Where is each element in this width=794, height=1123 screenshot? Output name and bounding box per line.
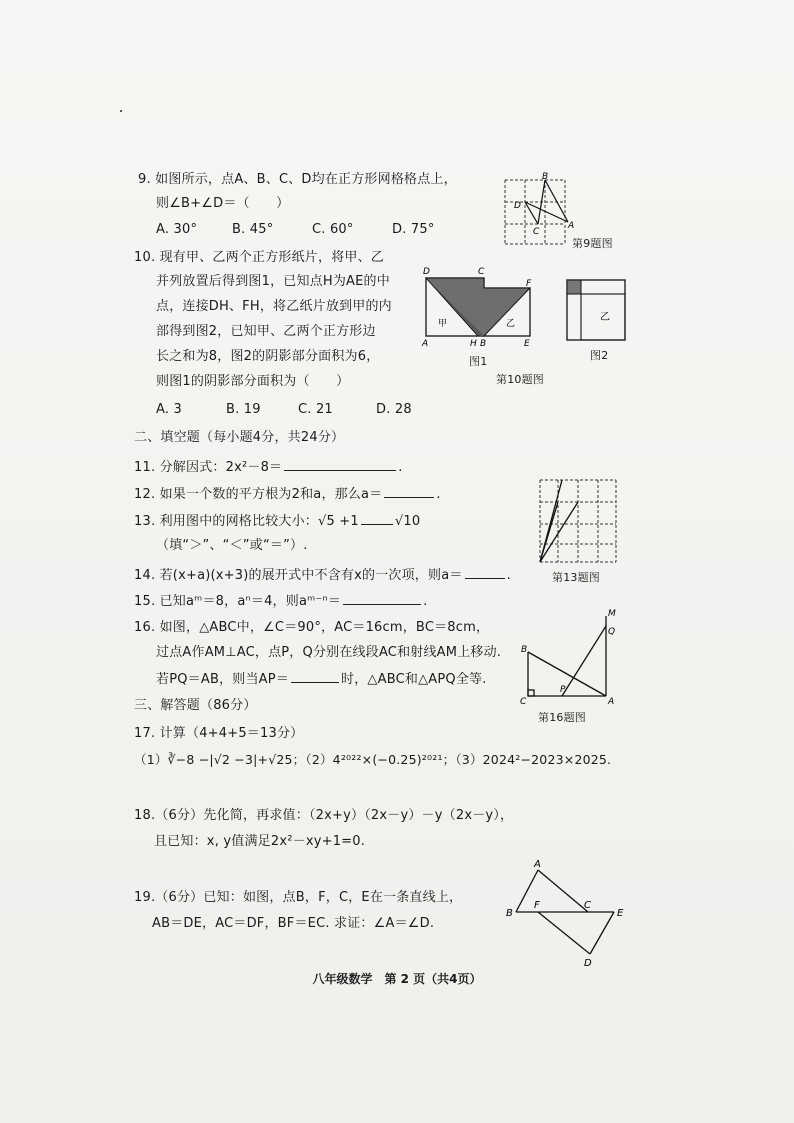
section3-title: 三、解答题（86分） (134, 698, 257, 713)
q16-label-c: C (520, 697, 527, 707)
q10-line4: 部得到图2，已知甲、乙两个正方形边 (156, 324, 376, 339)
q19-triangles-svg (504, 856, 634, 968)
q10-label-b: B (480, 339, 487, 349)
q19-label-a: A (534, 859, 541, 870)
q11-end: . (398, 460, 403, 475)
q9-label-d: D (514, 201, 521, 211)
q13-end: √10 (394, 514, 421, 529)
q18-line1: 18.（6分）先化简，再求值：（2x+y）（2x－y）－y（2x－y）， (134, 808, 514, 823)
q11-text: 11. 分解因式：2x²－8＝ (134, 460, 283, 475)
q10-figure1 (420, 264, 540, 358)
q16-label-b: B (521, 645, 528, 655)
q9-fig-caption: 第9题图 (572, 237, 613, 250)
q10-label-e: E (524, 339, 530, 349)
q13-figure (536, 476, 626, 572)
q10-fig2-label-yi: 乙 (600, 312, 610, 323)
q16-fig-caption: 第16题图 (538, 711, 586, 724)
q16-label-a: A (608, 697, 615, 707)
q16-text-a: 若PQ＝AB，则当AP＝ (156, 672, 290, 687)
q16-answer-blank (291, 668, 339, 683)
q15-end: . (423, 594, 428, 609)
q9-label-c: C (533, 227, 540, 237)
q14-end: . (506, 568, 511, 583)
q16-label-q: Q (608, 627, 616, 637)
q15-text: 15. 已知aᵐ＝8，aⁿ＝4，则aᵐ⁻ⁿ＝ (134, 594, 342, 609)
q13-answer-blank (361, 510, 393, 525)
q16-triangle-svg (518, 608, 618, 708)
q9-label-a: A (568, 221, 575, 231)
q10-fig1-svg (420, 264, 540, 354)
q10-option-d: D. 28 (376, 402, 412, 417)
q11 (134, 456, 403, 478)
q10-label-jia: 甲 (438, 319, 448, 329)
q15 (134, 590, 427, 612)
q16-figure (518, 608, 618, 712)
q9-option-c: C. 60° (312, 222, 354, 237)
q16-label-m: M (608, 609, 616, 619)
q16-line2: 过点A作AM⊥AC，点P，Q分别在线段AC和射线AM上移动. (156, 645, 502, 660)
q10-fig1-caption: 图1 (469, 355, 488, 368)
q10-label-h: H (470, 339, 477, 349)
q10-options (156, 400, 412, 420)
q16-line1: 16. 如图，△ABC中，∠C＝90°，AC＝16cm，BC＝8cm， (134, 620, 490, 635)
q10-figure2 (564, 276, 630, 350)
q19-label-b: B (506, 908, 513, 919)
q10-label-f: F (526, 279, 532, 289)
q17-items: （1）∛−8 −|√2 −3|+√25；（2）4²⁰²²×(−0.25)²⁰²¹；（3）2024²−2023×2025. (134, 752, 612, 767)
q16-line3 (156, 668, 487, 690)
page-footer: 八年级数学 第 2 页（共4页） (312, 972, 482, 986)
q19-label-e: E (617, 908, 624, 919)
q10-option-c: C. 21 (298, 402, 333, 417)
q12 (134, 483, 441, 505)
q19-line1: 19.（6分）已知：如图，点B，F，C，E在一条直线上， (134, 890, 463, 905)
q14-answer-blank (465, 564, 505, 579)
q9-option-a: A. 30° (156, 222, 198, 237)
q12-answer-blank (384, 483, 434, 498)
q12-text: 12. 如果一个数的平方根为2和a，那么a＝ (134, 487, 383, 502)
q19-line2: AB＝DE，AC＝DF，BF＝EC. 求证：∠A＝∠D. (152, 916, 435, 931)
q10-label-a: A (422, 339, 429, 349)
q10-option-b: B. 19 (226, 402, 261, 417)
q14 (134, 564, 511, 586)
q10-label-c: C (478, 267, 485, 277)
q13-text: 13. 利用图中的网格比较大小：√5 +1 (134, 514, 359, 529)
q19-label-f: F (534, 900, 540, 911)
q10-fig-caption: 第10题图 (496, 373, 544, 386)
q9-option-b: B. 45° (232, 222, 274, 237)
q9-option-d: D. 75° (392, 222, 435, 237)
q19-figure (504, 856, 634, 972)
q17-title: 17. 计算（4+4+5＝13分） (134, 726, 304, 741)
q15-answer-blank (343, 590, 421, 605)
q10-fig2-svg (564, 276, 630, 346)
q14-text: 14. 若(x+a)(x+3)的展开式中不含有x的一次项，则a＝ (134, 568, 463, 583)
q13-fig-caption: 第13题图 (552, 571, 600, 584)
q16-text-b: 时，△ABC和△APQ全等. (341, 672, 487, 687)
q9-label-b: B (542, 172, 549, 182)
q13-line2: （填“＞”、“＜”或“＝”）. (156, 538, 308, 553)
q10-line2: 并列放置后得到图1，已知点H为AE的中 (156, 274, 390, 289)
q13-grid-svg (536, 476, 626, 568)
q10-fig2-caption: 图2 (590, 349, 609, 362)
q10-label-d: D (423, 267, 430, 277)
q9-line1: 9. 如图所示，点A、B、C、D均在正方形网格格点上， (138, 172, 457, 187)
q9-line2: 则∠B+∠D＝（ ） (156, 196, 290, 211)
speck (120, 110, 122, 112)
q16-label-p: P (560, 685, 566, 695)
q10-line5: 长之和为8，图2的阴影部分面积为6， (156, 349, 380, 364)
section2-title: 二、填空题（每小题4分，共24分） (134, 430, 345, 445)
q19-label-d: D (584, 958, 592, 969)
q10-option-a: A. 3 (156, 402, 183, 417)
q10-label-yi: 乙 (506, 319, 516, 329)
q10-line6: 则图1的阴影部分面积为（ ） (156, 374, 350, 389)
q19-label-c: C (584, 900, 591, 911)
q10-line3: 点，连接DH、FH，将乙纸片放到甲的内 (156, 299, 392, 314)
q10-line1: 10. 现有甲、乙两个正方形纸片，将甲、乙 (134, 250, 385, 265)
q11-answer-blank (284, 456, 396, 471)
q12-end: . (436, 487, 441, 502)
q13-line1 (134, 510, 420, 532)
q18-line2: 且已知：x, y值满足2x²－xy+1=0. (154, 834, 366, 849)
q9-options (156, 220, 435, 240)
